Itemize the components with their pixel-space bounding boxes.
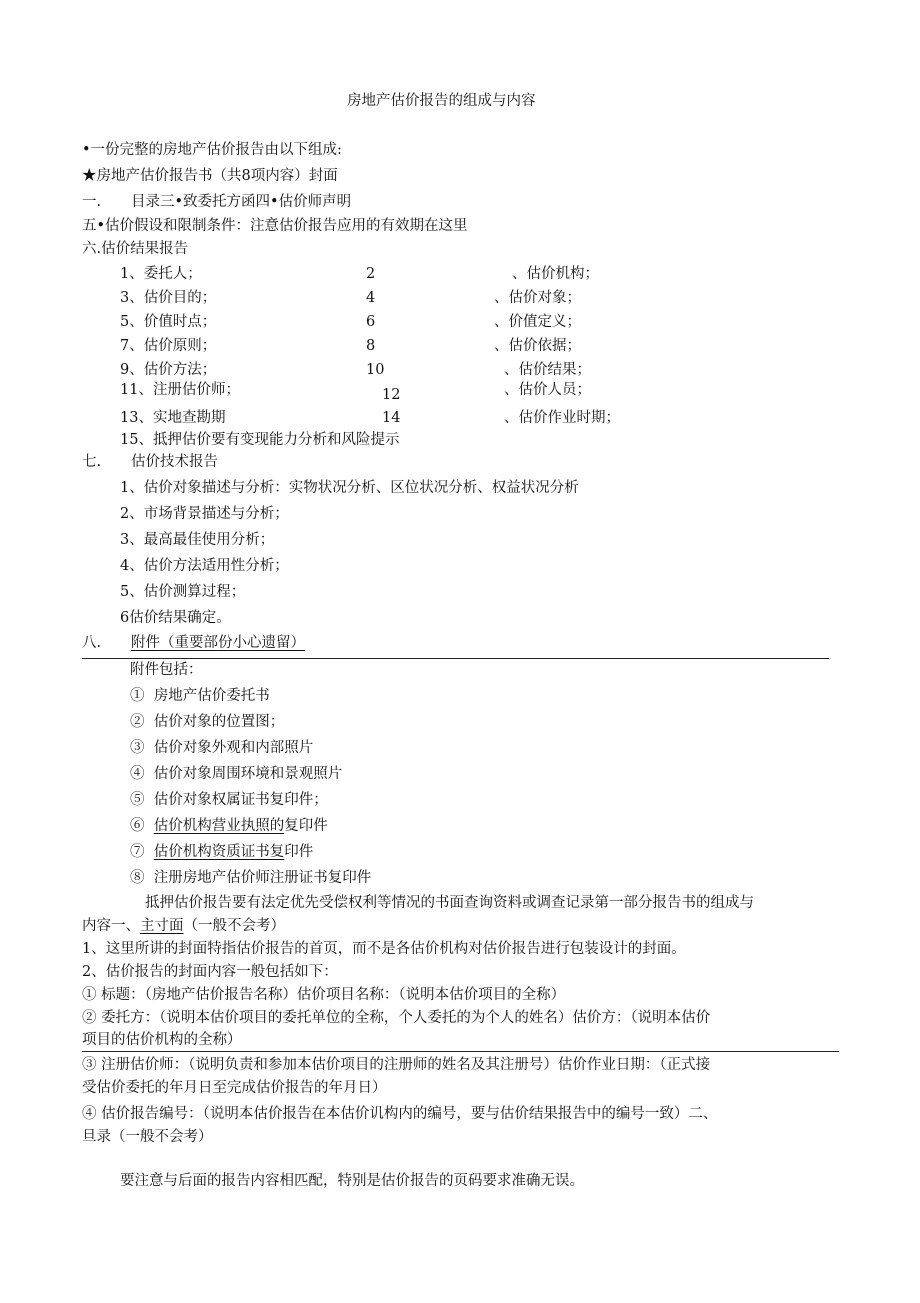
paragraph-line — [82, 916, 285, 936]
attachment-mark: ① — [130, 688, 145, 704]
result-item-number: 14 — [382, 410, 401, 426]
attachment-text-rest: 印件 — [284, 844, 314, 860]
cover-content-item: ③ 注册估价师：（说明负责和参加本估价项目的注册师的姓名及其注册号）估价作业日期：（正式接 — [82, 1057, 711, 1073]
result-item-right: 、估价对象； — [494, 290, 581, 306]
attachment-mark: ⑤ — [130, 792, 145, 808]
tech-item: 6估价结果确定。 — [120, 610, 231, 626]
result-item-left: 1、委托人； — [120, 266, 202, 282]
result-item-left: 3、估价目的； — [120, 290, 217, 306]
attachment-item — [130, 738, 313, 758]
result-item-right: 、估价依据； — [494, 338, 581, 354]
attachment-text-underlined: 估价机构营业执照的 — [153, 818, 285, 834]
attachment-item — [130, 816, 328, 836]
attachment-text: 估价对象外观和内部照片 — [153, 740, 314, 756]
cover-content-item: ① 标题：（房地产估价报告名称）估价项目名称：（说明本估价项目的全称） — [82, 987, 566, 1003]
attachment-text: 注册房地产估价师注册证书复印件 — [153, 870, 372, 886]
tech-item: 3、最高最佳使用分析； — [120, 532, 275, 548]
attachment-item — [130, 686, 270, 706]
tech-item: 2、市场背景描述与分析； — [120, 506, 289, 522]
result-item-number: 6 — [366, 314, 376, 330]
section-7-text: 估价技术报告 — [131, 454, 218, 470]
attachment-item — [130, 712, 284, 732]
attachment-item — [130, 842, 313, 862]
result-item-number: 8 — [366, 338, 376, 354]
cover-paragraph: 2、估价报告的封面内容一般包括如下： — [82, 964, 338, 980]
cover-content-item: 旦录（一般不会考） — [82, 1129, 213, 1145]
cover-paragraph: 1、这里所讲的封面特指估价报告的首页，而不是各估价机构对估价报告进行包装设计的封面。 — [82, 941, 686, 957]
result-item-number: 12 — [382, 387, 401, 403]
attachment-text: 房地产估价委托书 — [153, 688, 270, 704]
result-item-left: 11、注册估价师； — [120, 382, 240, 398]
section-5: 五•估价假设和限制条件：注意估价报告应用的有效期在这里 — [82, 218, 468, 234]
result-item-right: 、估价作业时期； — [504, 410, 620, 426]
section-8-text: 附件（重要部份小心遗留） — [131, 635, 305, 651]
result-item-15: 15、抵押估价要有变现能力分析和风险提示 — [120, 432, 400, 448]
attachment-text-underlined: 估价机构资质证书复 — [153, 844, 285, 860]
paragraph-text: （一般不会考） — [183, 918, 285, 934]
attachment-item — [130, 764, 342, 784]
cover-content-item: ④ 估价报告编号：（说明本估价报告在本估价讥构内的编号，要与估价结果报告中的编号一致）二、 — [82, 1106, 718, 1122]
cover-content-item: ② 委托方：（说明本估价项目的委托单位的全称，个人委托的为个人的姓名）估价方：（说明本估价 — [82, 1010, 711, 1026]
attachment-item — [130, 790, 328, 810]
cover-content-item: 受估价委托的年月日至完成估价报告的年月日） — [82, 1080, 387, 1096]
divider-line — [82, 1051, 839, 1052]
result-item-left: 5、价值时点； — [120, 314, 217, 330]
paragraph-underlined: 主寸面 — [140, 918, 184, 934]
tech-item: 1、估价对象描述与分析：实物状况分析、区位状况分析、权益状况分析 — [120, 480, 579, 496]
star-line: ★房地产估价报告书（共8项内容）封面 — [82, 168, 338, 184]
result-item-number: 4 — [366, 290, 376, 306]
result-item-number: 10 — [366, 362, 385, 378]
section-6-heading: 六.估价结果报告 — [82, 241, 189, 257]
result-item-right: 、估价结果； — [504, 362, 591, 378]
section-8-number: 八. — [82, 635, 102, 651]
attachment-mark: ⑦ — [130, 844, 145, 860]
attachment-text: 估价对象周围环境和景观照片 — [153, 766, 343, 782]
attachment-item — [130, 868, 371, 888]
attachment-text-rest: 复印件 — [284, 818, 328, 834]
result-item-right: 、估价机构； — [512, 266, 599, 282]
result-item-number: 2 — [366, 266, 376, 282]
result-item-left: 7、估价原则； — [120, 338, 217, 354]
attachment-text: 估价对象权属证书复印件； — [153, 792, 328, 808]
paragraph-text: 内容一、 — [82, 918, 140, 934]
divider-line — [82, 658, 829, 659]
cover-content-item: 项目的估价机构的全称） — [82, 1032, 242, 1048]
final-note: 要注意与后面的报告内容相匹配，特别是估价报告的页码要求准确无误。 — [120, 1173, 584, 1189]
result-item-left: 13、实地查勘期 — [120, 410, 226, 426]
attachments-heading: 附件包括： — [130, 662, 203, 678]
attachment-text: 估价对象的位置图； — [153, 714, 285, 730]
attachment-mark: ③ — [130, 740, 145, 756]
section-1-text: 目录三•致委托方函四•估价师声明 — [131, 194, 352, 210]
attachment-mark: ④ — [130, 766, 145, 782]
result-item-right: 、估价人员； — [504, 382, 591, 398]
attachment-mark: ⑥ — [130, 818, 145, 834]
intro-line: •一份完整的房地产估价报告由以下组成: — [82, 142, 342, 158]
attachment-mark: ⑧ — [130, 870, 145, 886]
page-title: 房地产估价报告的组成与内容 — [347, 93, 536, 109]
result-item-left: 9、估价方法； — [120, 362, 217, 378]
result-item-right: 、价值定义； — [494, 314, 581, 330]
attachment-mark: ② — [130, 714, 145, 730]
tech-item: 5、估价测算过程； — [120, 584, 246, 600]
section-7-number: 七. — [82, 454, 102, 470]
section-1-number: 一. — [82, 194, 102, 210]
paragraph-line: 抵押估价报告要有法定优先受偿权利等情况的书面查询资料或调查记录第一部分报告书的组成与 — [145, 895, 754, 911]
tech-item: 4、估价方法适用性分析； — [120, 558, 289, 574]
